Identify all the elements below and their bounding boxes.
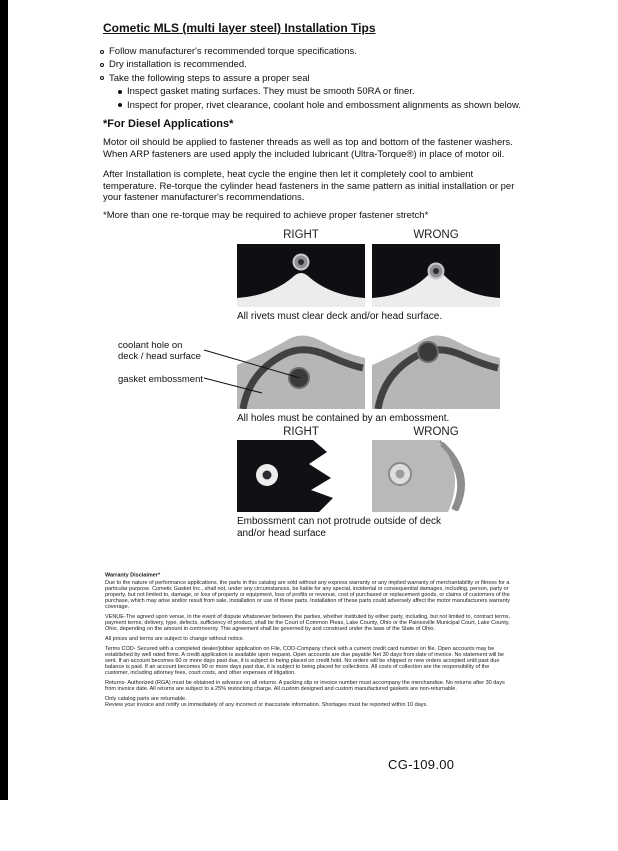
- caption-protrusion: Embossment can not protrude outside of deck and/or head surface: [237, 516, 442, 539]
- wrong-label-row3: WRONG: [413, 426, 459, 438]
- figure-embossment-wrong: [372, 331, 500, 409]
- tip-item: [100, 72, 540, 85]
- filled-bullet-icon: [118, 90, 122, 94]
- disclaimer-paragraph: Only catalog parts are returnable.: [105, 695, 187, 702]
- tip-item: [100, 45, 540, 58]
- page-title: Cometic MLS (multi layer steel) Installation Tips: [103, 21, 376, 35]
- open-circle-bullet-icon: [100, 63, 104, 67]
- diesel-paragraph-2: After Installation is complete, heat cycle the engine then let it completely cool to ambient temperature. Re-torque the cylinder head fasteners in the same pattern as initial installation or per your fastener manufacturer's recommendations.: [103, 169, 515, 203]
- disclaimer-paragraph: Review your invoice and notify us immediately of any incorrect or inaccurate information. Shortages must be reported within 10 days.: [105, 701, 428, 708]
- tips-list: [100, 45, 540, 112]
- open-circle-bullet-icon: [100, 50, 104, 54]
- tip-sub-item: [118, 99, 540, 112]
- page-number: CG-109.00: [388, 757, 455, 772]
- right-label-row3: RIGHT: [283, 426, 319, 438]
- coolant-hole-label: [118, 340, 213, 362]
- figure-rivet-right: [237, 244, 365, 307]
- tip-item: [100, 58, 540, 71]
- tip-text: Take the following steps to assure a proper seal: [109, 72, 310, 84]
- disclaimer-paragraph: All prices and terms are subject to change without notice.: [105, 635, 245, 642]
- retorque-note: *More than one re-torque may be required to achieve proper fastener stretch*: [103, 210, 429, 221]
- disclaimer-paragraph: Terms COD- Secured with a completed dealer/jobber application on File, COD-Company check with a current credit card number on file. Open accounts may be established by well rated firms. A credit application is available upon request. Open accounts are due payable Net 30 days from date of invoice. No statement will be sent. If an account becomes 60 or more days past due, it is subject to being placed on credit hold. No orders will be shipped or new orders accepted until past due balance is paid. If an account becomes 90 or more days past due, it is subject to being placed for collections. All costs of collection are the responsibility of the customer, including attorney fees, court costs, and other expenses of litigation.: [105, 645, 504, 676]
- diesel-paragraph-1: Motor oil should be applied to fastener threads as well as top and bottom of the fastener washers. When ARP fasteners are used apply the included lubricant (Ultra-Torque®) in place of motor oil.: [103, 137, 513, 160]
- left-edge-bar: [0, 0, 8, 800]
- tip-sub-text: Inspect for proper, rivet clearance, coolant hole and embossment alignments as shown below.: [127, 99, 521, 111]
- tip-sub-item: [118, 85, 540, 98]
- tip-sub-text: Inspect gasket mating surfaces. They must be smooth 50RA or finer.: [127, 86, 415, 98]
- wrong-label-row1: WRONG: [413, 229, 459, 241]
- caption-rivets: All rivets must clear deck and/or head surface.: [237, 311, 443, 322]
- gasket-embossment-label: gasket embossment: [118, 374, 204, 385]
- warranty-disclaimer-block: [105, 572, 515, 851]
- figure-embossment-right: [237, 331, 365, 409]
- figure-protrusion-wrong: [372, 440, 500, 512]
- figure-protrusion-right: [237, 440, 365, 512]
- right-label-row1: RIGHT: [283, 229, 319, 241]
- figure-rivet-wrong: [372, 244, 500, 307]
- diesel-applications-heading: *For Diesel Applications*: [103, 118, 234, 130]
- tip-text: Dry installation is recommended.: [109, 59, 247, 71]
- disclaimer-paragraph: Due to the nature of performance applications, the parts in this catalog are sold without any express warranty or any implied warranty of merchantability or fitness for a particular purpose. Cometic Gasket Inc., shall not, under any circumstances, be liable for any special, incidental or consequential damages, including, person, party or property, but not limited to, damage, or loss of property or equipment, loss of profits or revenue, cost of purchased or replacement goods, or claims of customers of the purchase, which may arise and/or result from sale, installation or use of these parts. Installation of these parts could adversely affect the motor manufacturers warranty coverage.: [105, 579, 510, 610]
- tip-text: Follow manufacturer's recommended torque specifications.: [109, 46, 357, 57]
- coolant-hole-label-line2: deck / head surface: [118, 351, 201, 362]
- warranty-disclaimer-heading: Warranty Disclaimer*: [105, 572, 161, 578]
- disclaimer-paragraph: VENUE-The agreed upon venue, in the event of dispute whatsoever between the parties, whether instituted by either party, including, but not limited to, contract terms, payment terms, delivery, type, defects, sufficiency of product, shall be the Court of Common Pleas, Lake County, Ohio or the Painesville Municipal Court, Lake County, Ohio, depending on the amount in controversy. This agreement shall be governed by and construed under the laws of the State of Ohio.: [105, 613, 510, 632]
- caption-embossment: All holes must be contained by an embossment.: [237, 413, 450, 424]
- filled-bullet-icon: [118, 103, 122, 107]
- disclaimer-paragraph: Returns- Authorized (RGA) must be obtained in advance on all returns. A packing slip or invoice number must accompany the merchandise. No returns after 30 days from invoice date. All returns are subject to a 25% restocking charge. All custom designed and custom manufactured gaskets are non-returnable.: [105, 679, 505, 692]
- open-circle-bullet-icon: [100, 76, 104, 80]
- coolant-hole-label-line1: coolant hole on: [118, 340, 183, 351]
